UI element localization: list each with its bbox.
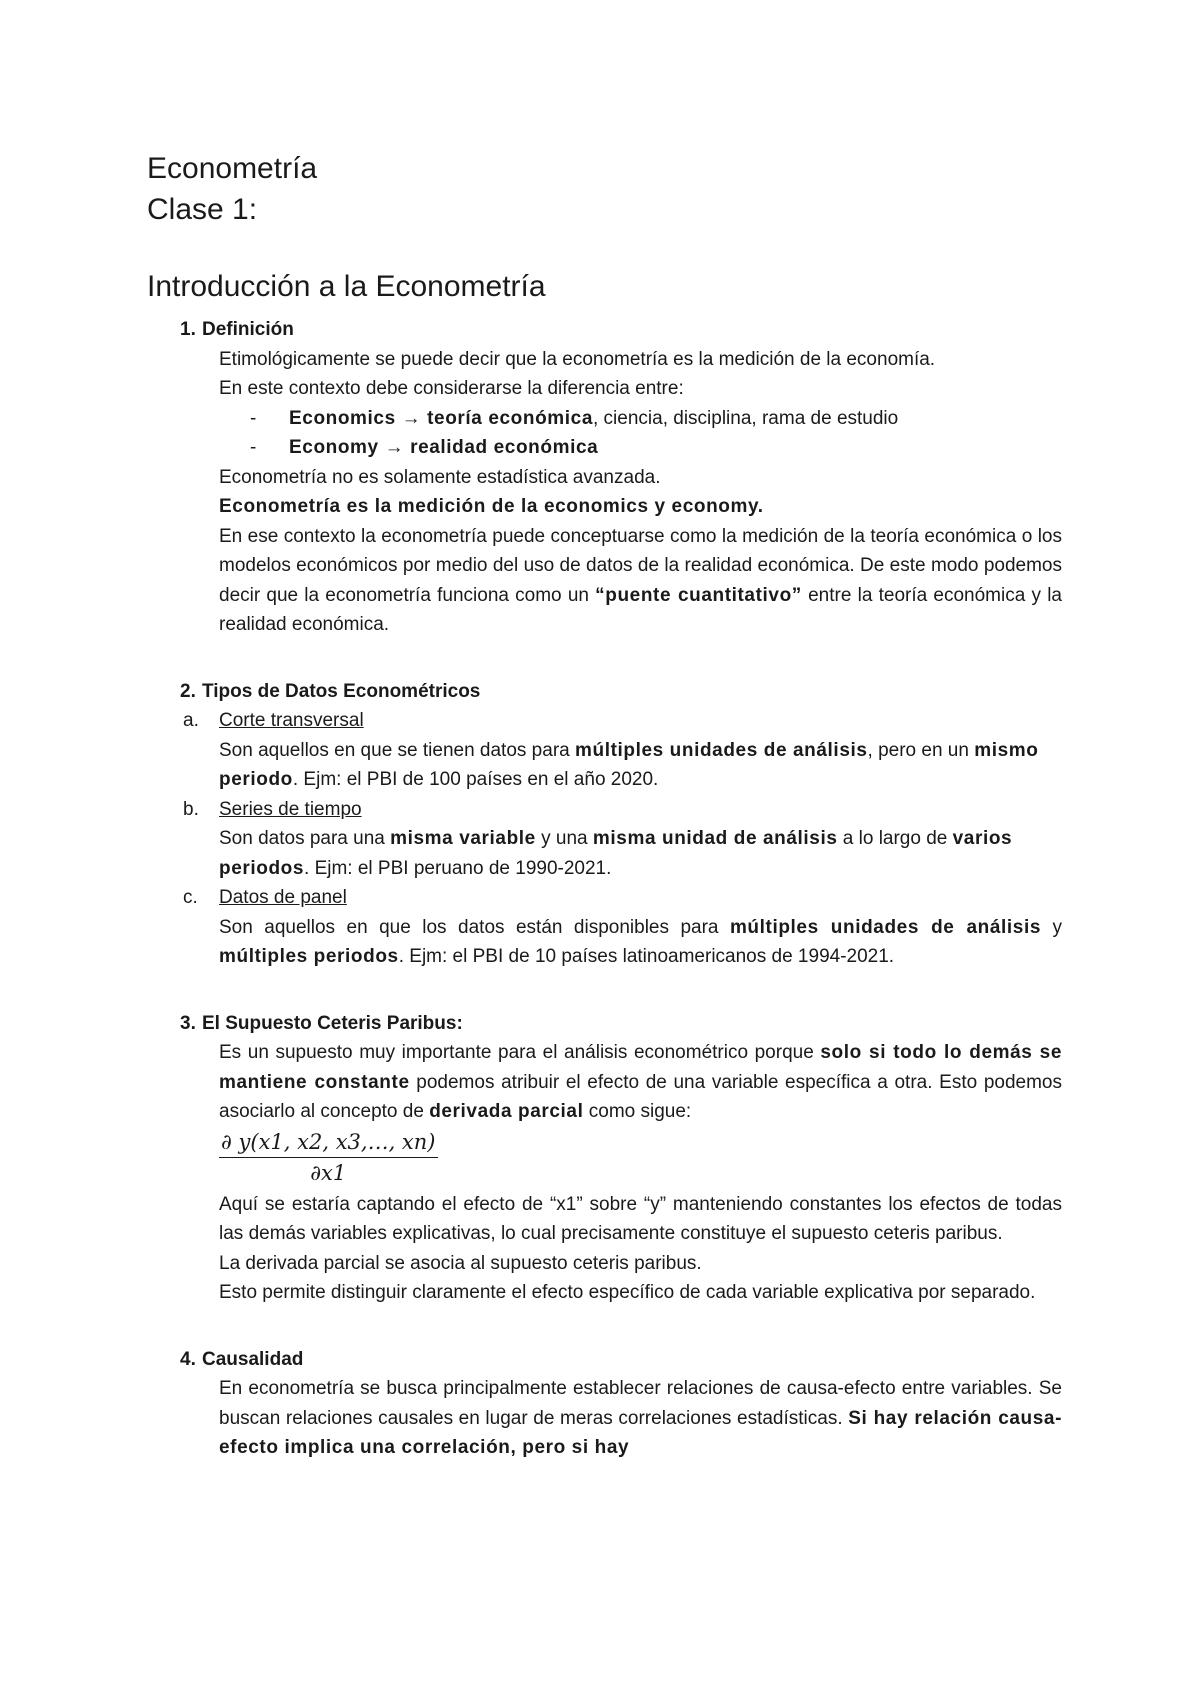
section-heading [147, 1009, 1062, 1039]
list-dash: - [250, 437, 257, 458]
partial-derivative-formula [219, 1129, 438, 1186]
paragraph: Son aquellos en que se tienen datos para múltiples unidades de análisis, pero en un mismo periodo. Ejm: el PBI de 100 países en el año 2020. [219, 739, 1039, 790]
section-title: El Supuesto Ceteris Paribus: [202, 1012, 463, 1034]
list-item [250, 404, 1062, 434]
list-item [250, 433, 1062, 463]
formula-numerator: ∂ y(x1, x2, x3,…, xn) [219, 1129, 438, 1158]
section-definicion [147, 315, 1062, 640]
paragraph: Son datos para una misma variable y una misma unidad de análisis a lo largo de varios periodos. Ejm: el PBI peruano de 1990-2021. [219, 828, 1013, 879]
section-title: Definición [202, 319, 294, 340]
document-title: Econometría [147, 152, 318, 185]
paragraph: La derivada parcial se asocia al supuesto ceteris paribus. [219, 1252, 702, 1274]
subheading: Corte transversal [219, 710, 364, 731]
list-item-corte-transversal [147, 706, 1062, 795]
text: En ese contexto la econometría puede conceptuarse como la medición de la teoría económica o los modelos económicos por medio del uso de datos de la realidad económica. De este modo podemos decir que la econometría funciona como un [219, 525, 1062, 606]
section-title: Tipos de Datos Econométricos [202, 680, 481, 702]
list-item-series-tiempo [147, 795, 1062, 884]
section-causalidad [147, 1345, 1062, 1463]
paragraph: Aquí se estaría captando el efecto de “x1” sobre “y” manteniendo constantes los efectos de todas las demás variables explicativas, lo cual precisamente constituye el supuesto ceteris paribus. [219, 1193, 1062, 1244]
section-title: Causalidad [202, 1348, 304, 1370]
section-heading [147, 677, 1062, 707]
bold-text: “puente cuantitativo” [595, 584, 802, 606]
section-body [219, 1038, 1062, 1308]
section-number: 2. [180, 680, 196, 702]
list-letter: c. [183, 887, 198, 908]
section-number: 1. [180, 319, 196, 340]
section-ceteris-paribus [147, 1009, 1062, 1308]
section-heading [147, 1345, 1062, 1375]
text: , ciencia, disciplina, rama de estudio [593, 407, 899, 429]
paragraph: Etimológicamente se puede decir que la econometría es la medición de la economía. [219, 348, 936, 370]
paragraph [219, 522, 1062, 640]
document-subtitle: Clase 1: [147, 193, 258, 226]
section-heading [147, 315, 1062, 345]
paragraph: Econometría no es solamente estadística avanzada. [219, 466, 661, 488]
bold-paragraph: Econometría es la medición de la economics y economy. [219, 496, 764, 517]
bold-text: Economy → realidad económica [289, 437, 599, 458]
paragraph: Son aquellos en que los datos están disponibles para múltiples unidades de análisis y múltiples periodos. Ejm: el PBI de 10 países latinoamericanos de 1994-2021. [219, 916, 1062, 967]
section-body [219, 1374, 1062, 1463]
bold-text: Economics → teoría económica [289, 407, 593, 429]
section-body [219, 345, 1062, 640]
section-tipos-datos [147, 677, 1062, 972]
section-number: 3. [180, 1012, 196, 1034]
formula-denominator: ∂x1 [310, 1160, 347, 1185]
subheading: Datos de panel [219, 887, 347, 908]
paragraph: En este contexto debe considerarse la diferencia entre: [219, 378, 684, 399]
paragraph: En econometría se busca principalmente establecer relaciones de causa-efecto entre variables. Se buscan relaciones causales en lugar de meras correlaciones estadísticas. Si hay relación causa-efecto implica una correlación, pero si hay [219, 1378, 1062, 1458]
subheading: Series de tiempo [219, 798, 362, 820]
list-letter: b. [183, 798, 199, 820]
text: entre la teoría económica y la realidad económica. [219, 584, 1062, 635]
paragraph: Es un supuesto muy importante para el análisis econométrico porque solo si todo lo demás se mantiene constante podemos atribuir el efecto de una variable específica a otra. Esto podemos asociarlo al concepto de derivada parcial como sigue: [219, 1042, 1062, 1122]
intro-heading: Introducción a la Econometría [147, 270, 546, 303]
list-letter: a. [183, 710, 199, 731]
paragraph: Esto permite distinguir claramente el efecto específico de cada variable explicativa por separado. [219, 1282, 1036, 1303]
section-number: 4. [180, 1348, 196, 1370]
list-item-datos-panel [147, 883, 1062, 972]
list-dash: - [250, 407, 257, 429]
